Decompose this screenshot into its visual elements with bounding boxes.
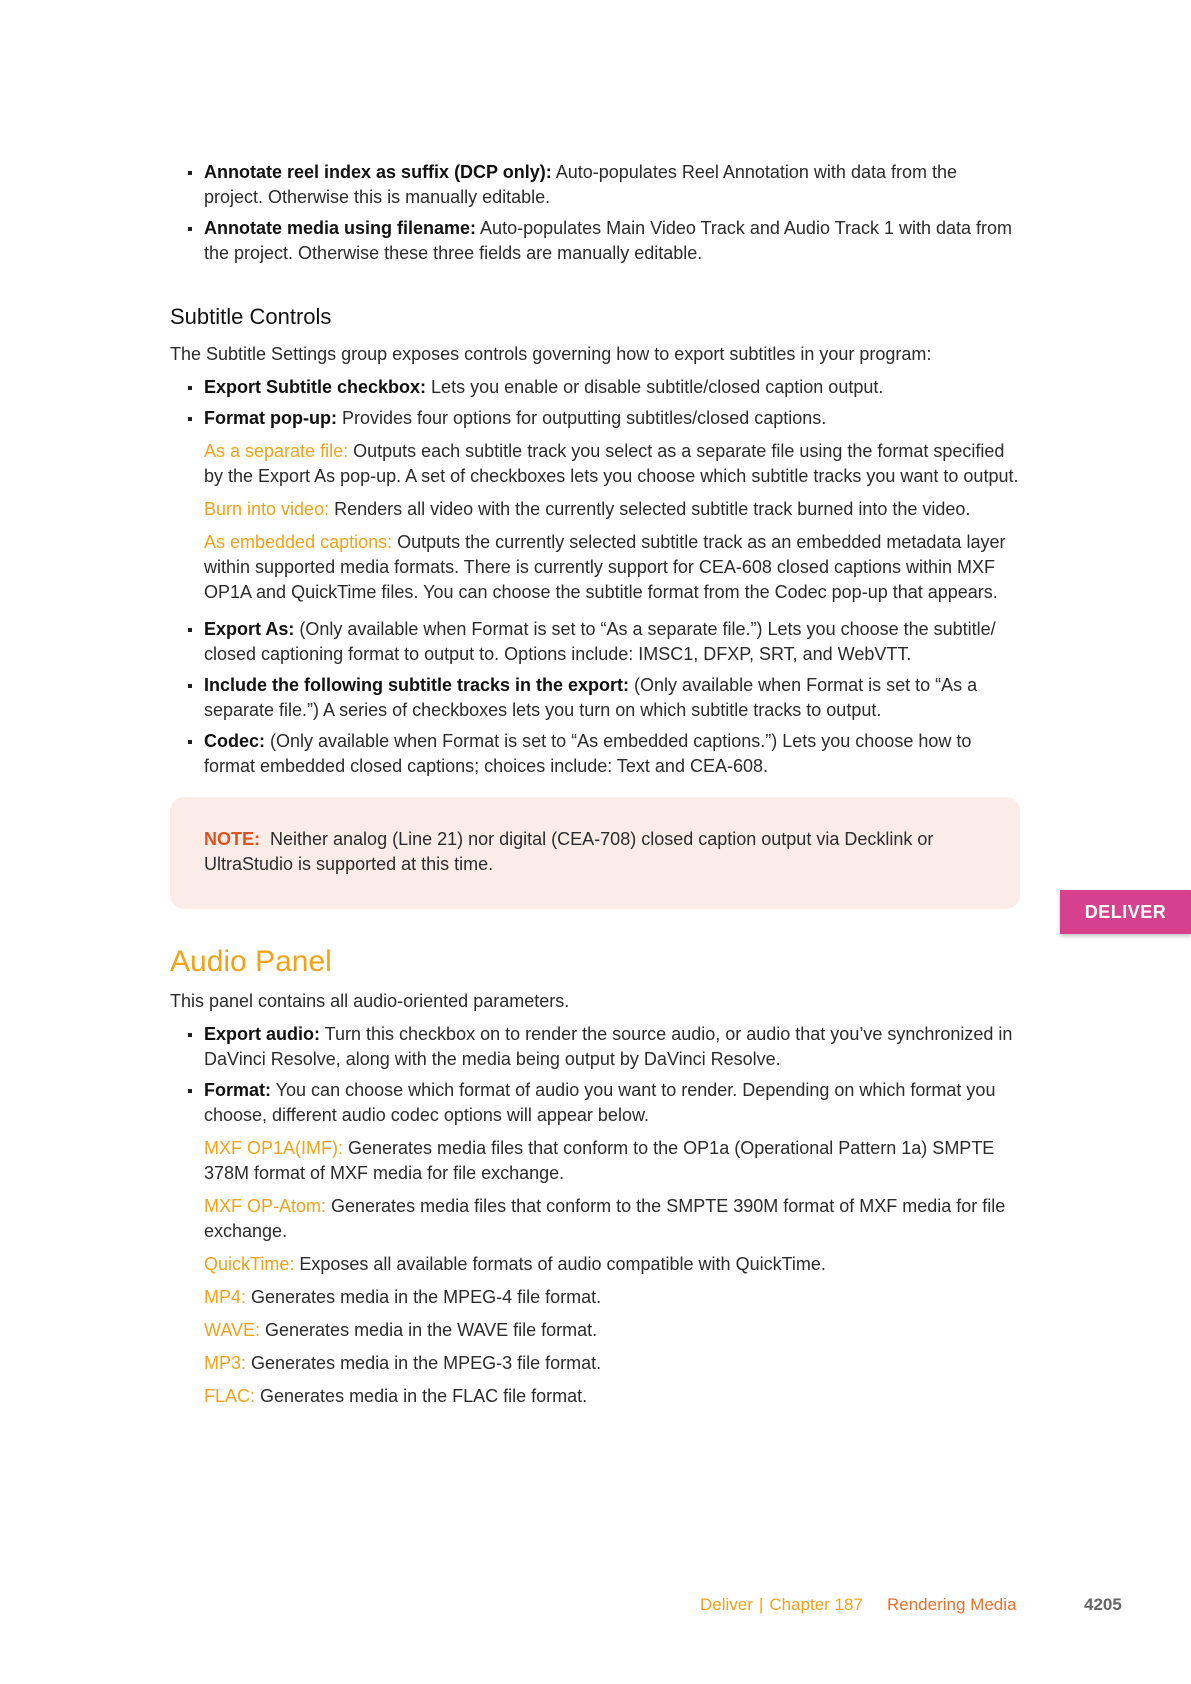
audio-format-quicktime	[170, 1252, 1020, 1277]
bullet-term: Format pop-up:	[204, 408, 337, 428]
bullet-text: Auto-populates Main Video Track and Audio Track 1 with data from the project. Otherwise these three fields are manually editable.	[204, 218, 1013, 263]
option-text: Generates media in the FLAC file format.	[255, 1386, 588, 1406]
option-term: As a separate file:	[204, 441, 349, 461]
bullet-format-popup	[170, 406, 1020, 431]
option-text: Exposes all available formats of audio compatible with QuickTime.	[294, 1254, 826, 1274]
option-term: Burn into video:	[204, 499, 330, 519]
option-text: Generates media in the WAVE file format.	[260, 1320, 598, 1340]
option-term: MP4:	[204, 1287, 247, 1307]
bullet-text: Auto-populates Reel Annotation with data from the project. Otherwise this is manually editable.	[204, 162, 957, 207]
subtitle-bullet-list-a	[170, 375, 1020, 431]
note-label: NOTE:	[204, 829, 260, 849]
bullet-term: Codec:	[204, 731, 266, 751]
bullet-export-audio	[170, 1022, 1020, 1072]
option-text: Generates media in the MPEG-4 file format.	[246, 1287, 602, 1307]
option-text: Generates media files that conform to the OP1a (Operational Pattern 1a) SMPTE 378M format of MXF media for file exchange.	[204, 1138, 995, 1183]
subtitle-intro: The Subtitle Settings group exposes controls governing how to export subtitles in your program:	[170, 344, 932, 364]
bullet-term: Annotate reel index as suffix (DCP only):	[204, 162, 552, 182]
note-box	[170, 797, 1020, 909]
format-option-separate-file	[170, 439, 1020, 489]
audio-panel-heading: Audio Panel	[170, 945, 332, 978]
option-text: Generates media files that conform to the SMPTE 390M format of MXF media for file exchange.	[204, 1196, 1006, 1241]
audio-bullet-list	[170, 1022, 1020, 1128]
option-text: Outputs the currently selected subtitle track as an embedded metadata layer within supported media formats. There is currently support for CEA-608 closed captions within MXF OP1A and QuickTime files. You can choose the subtitle format from the Codec pop-up that appears.	[204, 532, 1006, 602]
bullet-include-tracks	[170, 673, 1020, 723]
bullet-term: Annotate media using filename:	[204, 218, 477, 238]
option-text: Generates media in the MPEG-3 file format.	[246, 1353, 602, 1373]
bullet-text: You can choose which format of audio you want to render. Depending on which format you choose, different audio codec options will appear below.	[204, 1080, 996, 1125]
bullet-annotate-reel	[170, 160, 1020, 210]
option-term: FLAC:	[204, 1386, 256, 1406]
format-option-burn-in	[170, 497, 1020, 522]
subtitle-bullet-list-b	[170, 617, 1020, 779]
audio-format-wave	[170, 1318, 1020, 1343]
option-term: MP3:	[204, 1353, 247, 1373]
audio-format-mxf-op-atom	[170, 1194, 1020, 1244]
footer-section[interactable]: Rendering Media	[887, 1595, 1017, 1614]
page-number: 4205	[1084, 1595, 1122, 1614]
bullet-term: Export Subtitle checkbox:	[204, 377, 427, 397]
audio-format-mp4	[170, 1285, 1020, 1310]
intro-bullet-list	[170, 160, 1020, 266]
option-text: Outputs each subtitle track you select as a separate file using the format specified by the Export As pop-up. A set of checkboxes lets you choose which subtitle tracks you want to output.	[204, 441, 1019, 486]
bullet-text: Turn this checkbox on to render the source audio, or audio that you’ve synchronized in DaVinci Resolve, along with the media being output by DaVinci Resolve.	[204, 1024, 1013, 1069]
page-footer	[0, 1595, 1191, 1619]
bullet-text: (Only available when Format is set to “As a separate file.”) A series of checkboxes lets you turn on which subtitle tracks to output.	[204, 675, 978, 720]
bullet-annotate-media	[170, 216, 1020, 266]
bullet-term: Export As:	[204, 619, 295, 639]
footer-book[interactable]: Deliver	[700, 1595, 753, 1614]
footer-breadcrumb	[700, 1595, 863, 1615]
audio-format-flac	[170, 1384, 1020, 1409]
bullet-term: Export audio:	[204, 1024, 320, 1044]
option-term: QuickTime:	[204, 1254, 295, 1274]
audio-intro: This panel contains all audio-oriented parameters.	[170, 991, 570, 1011]
audio-format-mxf-op1a	[170, 1136, 1020, 1186]
bullet-codec	[170, 729, 1020, 779]
page-content	[170, 160, 1020, 1417]
bullet-export-subtitle	[170, 375, 1020, 400]
bullet-export-as	[170, 617, 1020, 667]
footer-chapter[interactable]: Chapter 187	[769, 1595, 863, 1614]
option-term: As embedded captions:	[204, 532, 393, 552]
bullet-text: (Only available when Format is set to “As embedded captions.”) Lets you choose how to format embedded closed captions; choices include: Text and CEA-608.	[204, 731, 972, 776]
option-text: Renders all video with the currently selected subtitle track burned into the video.	[329, 499, 971, 519]
bullet-term: Include the following subtitle tracks in the export:	[204, 675, 630, 695]
note-text: Neither analog (Line 21) nor digital (CEA-708) closed caption output via Decklink or UltraStudio is supported at this time.	[204, 829, 939, 874]
audio-format-mp3	[170, 1351, 1020, 1376]
bullet-text: Provides four options for outputting subtitles/closed captions.	[336, 408, 827, 428]
subtitle-controls-heading: Subtitle Controls	[170, 304, 332, 329]
bullet-text: (Only available when Format is set to “As a separate file.”) Lets you choose the subtitle/ closed captioning format to output to. Options include: IMSC1, DFXP, SRT, and WebVTT.	[204, 619, 996, 664]
option-term: MXF OP-Atom:	[204, 1196, 327, 1216]
option-term: MXF OP1A(IMF):	[204, 1138, 343, 1158]
bullet-audio-format	[170, 1078, 1020, 1128]
footer-separator: |	[758, 1595, 764, 1614]
option-term: WAVE:	[204, 1320, 261, 1340]
format-option-embedded	[170, 530, 1020, 605]
deliver-side-tab[interactable]: DELIVER	[1060, 890, 1191, 934]
bullet-text: Lets you enable or disable subtitle/closed caption output.	[426, 377, 884, 397]
bullet-term: Format:	[204, 1080, 271, 1100]
